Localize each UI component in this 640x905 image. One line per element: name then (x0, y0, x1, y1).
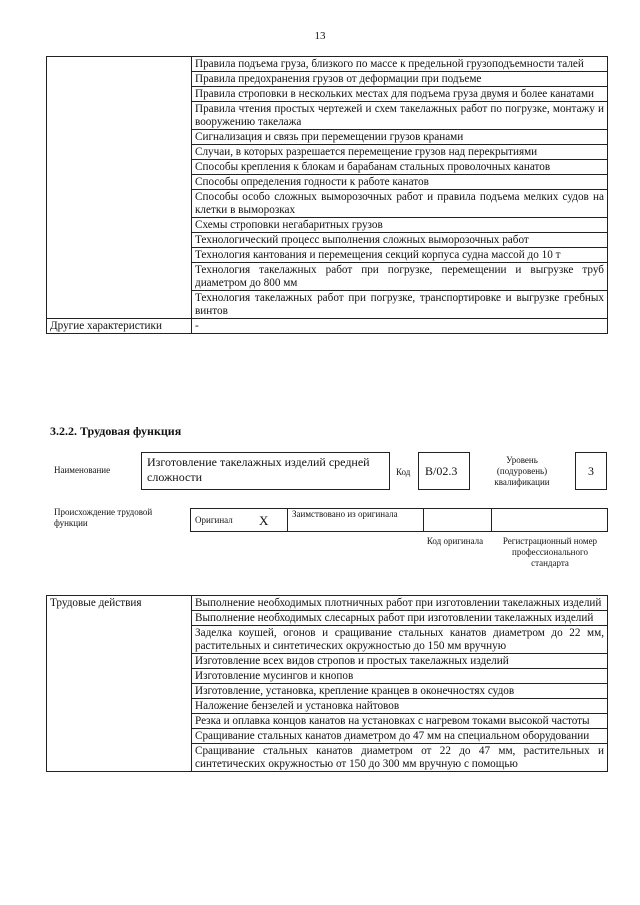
table-cell: Правила подъема груза, близкого по массе к предельной грузоподъемности талей (192, 57, 608, 72)
code-value: B/02.3 (418, 452, 470, 490)
table-cell: Изготовление мусингов и кнопов (192, 669, 608, 684)
other-characteristics-label: Другие характеристики (47, 319, 192, 334)
divider (423, 508, 424, 532)
table-cell: Правила предохранения грузов от деформации при подъеме (192, 72, 608, 87)
table-cell: Изготовление, установка, крепление кранцев в оконечностях судов (192, 684, 608, 699)
table-cell: Способы определения годности к работе канатов (192, 175, 608, 190)
borrowed-label: Заимствовано из оригинала (292, 509, 398, 519)
divider (287, 508, 288, 532)
table-cell: Технология такелажных работ при погрузке, перемещении и выгрузке труб диаметром до 800 мм (192, 263, 608, 291)
table-row (47, 319, 608, 334)
table-cell: Случаи, в которых разрешается перемещение грузов над перекрытиями (192, 145, 608, 160)
table-row (47, 57, 608, 72)
knowledge-table (46, 56, 608, 334)
table-cell: Наложение бензелей и установка найтовов (192, 699, 608, 714)
page-number: 13 (314, 30, 326, 42)
actions-label: Трудовые действия (47, 596, 192, 772)
table-cell: Технология такелажных работ при погрузке, транспортировке и выгрузке гребных винтов (192, 291, 608, 319)
level-label: Уровень (подуровень) квалификации (494, 455, 550, 487)
table-cell: Сращивание стальных канатов диаметром до 47 мм на специальном оборудовании (192, 729, 608, 744)
table-cell: Способы особо сложных выморозочных работ и правила подъема мелких судов на клетки в выморозках (192, 190, 608, 218)
name-value: Изготовление такелажных изделий средней сложности (141, 452, 390, 490)
other-characteristics-value: - (192, 319, 608, 334)
original-label: Оригинал (195, 515, 233, 525)
table-cell: Заделка коушей, огонов и сращивание стальных канатов диаметром до 22 мм, растительных и синтетических окружностью до 150 мм вручную (192, 626, 608, 654)
table-cell: Выполнение необходимых плотничных работ при изготовлении такелажных изделий (192, 596, 608, 611)
table-cell: Выполнение необходимых слесарных работ при изготовлении такелажных изделий (192, 611, 608, 626)
table-cell: Изготовление всех видов стропов и простых такелажных изделий (192, 654, 608, 669)
reg-number-label: Регистрационный номер профессионального стандарта (502, 536, 598, 568)
table-row (47, 596, 608, 611)
code-original-label: Код оригинала (426, 536, 484, 546)
table-cell: Технологический процесс выполнения сложных выморозочных работ (192, 233, 608, 248)
knowledge-label-cell (47, 57, 192, 319)
level-value: 3 (575, 452, 607, 490)
origin-label: Происхождение трудовой функции (54, 507, 153, 528)
name-label: Наименование (54, 465, 111, 475)
table-cell: Резка и оплавка концов канатов на установках с нагревом токами высокой частоты (192, 714, 608, 729)
section-title: 3.2.2. Трудовая функция (50, 424, 182, 438)
code-label: Код (396, 467, 411, 477)
table-cell: Сращивание стальных канатов диаметром от 22 до 47 мм, растительных и синтетических окружностью от 150 до 300 мм вручную с помощью (192, 744, 608, 772)
table-cell: Сигнализация и связь при перемещении грузов кранами (192, 130, 608, 145)
origin-row (190, 508, 608, 532)
table-cell: Технология кантования и перемещения секций корпуса судна массой до 10 т (192, 248, 608, 263)
table-cell: Схемы строповки негабаритных грузов (192, 218, 608, 233)
table-cell: Способы крепления к блокам и барабанам стальных проволочных канатов (192, 160, 608, 175)
divider (491, 508, 492, 532)
actions-table (46, 595, 608, 772)
table-cell: Правила строповки в нескольких местах для подъема груза двумя и более канатами (192, 87, 608, 102)
original-mark: X (259, 513, 269, 528)
table-cell: Правила чтения простых чертежей и схем такелажных работ по погрузке, монтажу и вооружению такелажа (192, 102, 608, 130)
